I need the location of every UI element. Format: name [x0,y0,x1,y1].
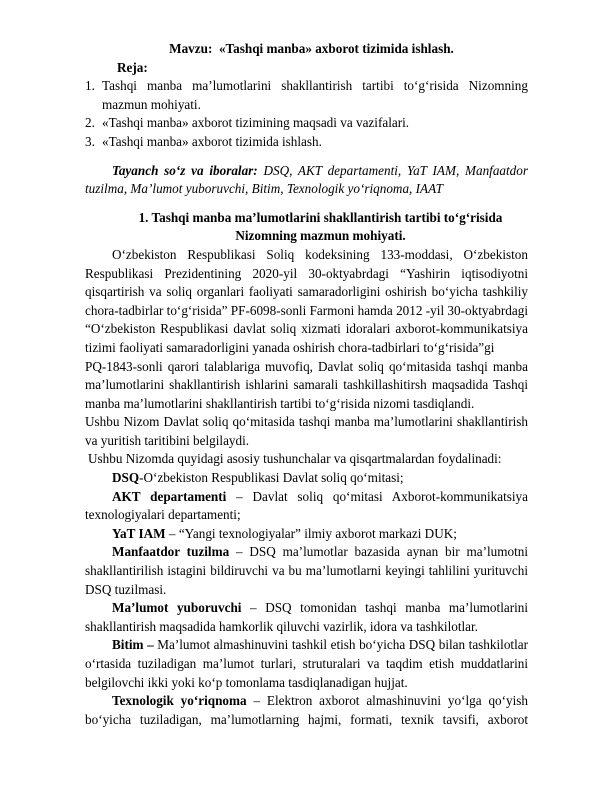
term-separator: - [139,470,144,486]
plan-list [85,77,528,151]
plan-item [85,133,528,152]
term-text: “Yangi texnologiyalar” ilmiy axborot markazi DUK; [178,525,457,541]
body-paragraph-3: Ushbu Nizom Davlat soliq qo‘mitasida tashqi manba ma’lumotlarini shakllantirish va yuritish taritibini belgilaydi. [85,414,528,448]
plan-item [85,114,528,133]
section-heading-line2: Nizomning mazmun mohiyati. [235,228,406,244]
term-name: AKT departamenti [112,488,227,504]
term-separator: – [229,544,250,560]
section-heading-line1: 1. Tashqi manba ma’lumotlarini shakllantirish tartibi to‘g‘risida [138,209,503,225]
plan-item-number: 1. [85,78,95,94]
term-name: DSQ [112,470,140,486]
section-heading [85,209,528,246]
term-definition-yuboruvchi [85,599,528,636]
term-definition-akt [85,488,528,525]
term-name: Ma’lumot yuboruvchi [112,600,242,616]
plan-item-number: 2. [85,115,95,131]
term-text: O‘zbekiston Respublikasi Davlat soliq qo‘mitasi; [143,470,404,486]
topic-label: Mavzu: [169,41,213,56]
spacer [85,152,528,162]
plan-item-text: «Tashqi manba» axborot tizimining maqsadi va vazifalari. [102,115,410,131]
term-definition-dsq [85,469,528,488]
term-text: Davlat soliq qo‘mitasi Axborot-kommunikatsiya texnologiyalari departamenti; [85,488,528,523]
body-paragraph-2: PQ-1843-sonli qarori talablariga muvofiq, Davlat soliq qo‘mitasida tashqi manba ma’lumotlarini shakllantirish ishlarini samarali tashkillashitirsh maqsadida Tashqi manba ma’lumotlarini shakllantirish tartibi to‘g‘risida nizomi tasdiqlandi. [85,358,528,411]
plan-item [85,77,528,114]
term-name: YaT IAM [112,525,166,541]
term-name: Bitim – [112,637,154,653]
body-paragraph-1: O‘zbekiston Respublikasi Soliq kodeksining 133-moddasi, O‘zbekiston Respublikasi Prezidentining 2020-yil 30-oktyabrdagi “Yashirin iqtisodiyotni qisqartirish va soliq organlari faoliyati samaradorligini oshirish bo‘yicha tashkiliy chora-tadbirlar to‘g‘risida” PF-6098-sonli Farmoni hamda 2012 -yil 30-oktyabrdagi “O‘zbekiston Respublikasi davlat soliq xizmati idoralari axborot-kommunikatsiya tizimi faoliyati samaradorligini yanada oshirish chora-tadbirlari to‘g‘risida”gi [85,246,528,355]
keywords-paragraph [85,162,528,199]
body-paragraph-4 [85,450,528,469]
keywords-label: Tayanch so‘z va iboralar: [112,162,258,178]
topic-line [85,40,528,59]
plan-item-text: Tashqi manba ma’lumotlarini shakllantirish tartibi to‘g‘risida Nizomning mazmun mohiyati. [102,78,528,112]
term-separator: – [226,488,253,504]
term-definition-yat [85,525,528,544]
document-page [85,40,528,729]
plan-heading: Reja: [117,59,148,75]
body-paragraph-4-text: Ushbu Nizomda quyidagi asosiy tushunchalar va qisqartmalardan foydalinadi: [88,451,502,467]
term-text: Ma’lumot almashinuvini tashkil etish bo‘yicha DSQ bilan tashkilotlar o‘rtasida tuziladigan ma’lumot turlari, struturalari va taqdim etish muddatlarini belgilovchi ikki yoki ko‘p tomonlama tasdiqlanadigan hujjat. [85,637,528,690]
term-separator: – [246,693,267,709]
topic-title: «Tashqi manba» axborot tizimida ishlash. [218,41,454,56]
plan-item-number: 3. [85,133,95,149]
term-text: Elektron axborot almashinuvini yo‘lga qo‘yish bo‘yicha tuziladigan, ma’lumotlarning hajmi, formati, texnik tavsifi, axborot [85,693,529,727]
term-name: Manfaatdor tuzilma [112,544,230,560]
term-definition-manfaatdor [85,543,528,599]
term-separator: – [165,525,179,541]
plan-item-text: «Tashqi manba» axborot tizimida ishlash. [102,133,322,149]
term-text: DSQ tomonidan tashqi manba ma’lumotlarini shakllantirish maqsadida hamkorlik qiluvchi vazirlik, idora va tashkilotlar. [85,600,529,634]
term-name: Texnologik yo‘riqnoma [112,693,247,709]
term-definition-bitim [85,636,528,692]
keywords-text: DSQ, AKT departamenti, YaT IAM, Manfaatdor tuzilma, Ma’lumot yuboruvchi, Bitim, Texnologik yo‘riqnoma, IAAT [85,162,528,197]
term-text: DSQ ma’lumotlar bazasida aynan bir ma’lumotni shakllantirilish istagini bildiruvchi va bu ma’lumotlarni keyingi tahlilini yurituvchi DSQ tuzilmasi. [85,544,529,597]
term-separator: – [241,600,266,616]
spacer [85,199,528,209]
term-definition-yoriqnoma [85,692,528,729]
